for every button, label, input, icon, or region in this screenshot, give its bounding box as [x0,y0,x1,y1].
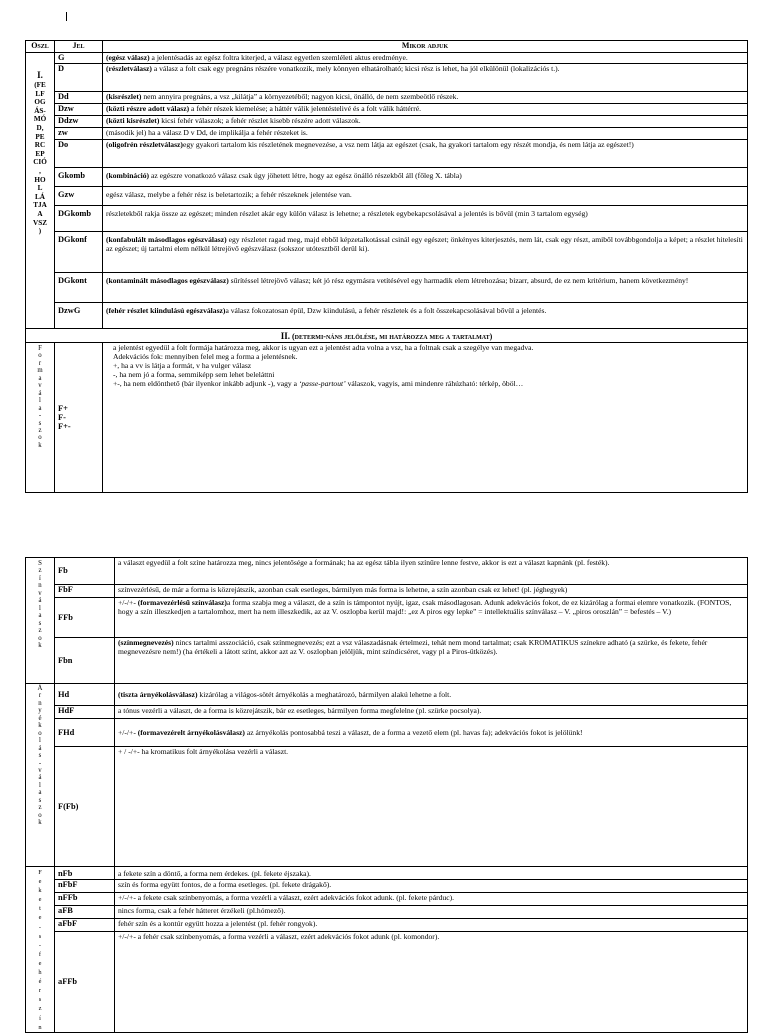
table-row [26,706,748,719]
table-row [26,638,748,684]
arny-label: Á r n y é k o l á s - v á l a s z o k [26,684,55,867]
code-cell: nFFb [55,893,115,906]
table-row [26,53,748,64]
code-cell: HdF [55,706,115,719]
code-cell: DGkont [55,273,103,303]
table-row [26,893,748,906]
code-cell: Fb [55,558,115,585]
desc-cell: (kisrészlet) nem annyira pregnáns, a vsz „kilátja” a környezetéből; nagyon kicsi, önálló, de nem szembeötlő részek. [103,92,748,104]
desc-cell: (közti kisrészlet) kicsi fehér válaszok; a fehér részlet kisebb részére adott válaszok. [103,116,748,128]
code-cell: F+ F- F+- [55,343,103,493]
desc-cell: (színmegnevezés) nincs tartalmi asszociáció, csak színmegnevezés; ezt a vsz válaszadásnak értelmezi, tehát nem mond tartalmat; csak KROMATIKUS színekre adható (a szürke, és fekete, fehér megnevezésre nem!) (ha értékeli a látott színt, akkor azt az V. oszlopban jelöljük, mint színdicséret, vagy pl a Piros-ütközés). [115,638,748,684]
table-row [26,747,748,867]
desc-cell: (konfabulált másodlagos egészválasz) egy részletet ragad meg, majd ebből képzetalkotással csinál egy egészet; önkényes kiterjesztés, nem lát, csak egy részt, amiből továbbgondolja a képet; a részlet hitelesíti az egészet; új tartalmi elem nélkül létrejövő egészválasz (sokszor utótesztből derül ki). [103,232,748,273]
section1-label: I. (FE LF OG ÁS- MÓ D, PE RC EP CIÓ , HO L LÁ TJA A VSZ ) [26,53,55,329]
code-cell: F(Fb) [55,747,115,867]
code-cell: aFB [55,906,115,919]
code-cell: D [55,64,103,92]
code-cell: Hd [55,684,115,706]
table-row [26,719,748,747]
desc-cell: szín és forma együtt fontos, de a forma esetleges. (pl. fekete drágakő). [115,880,748,893]
code-cell: DzwG [55,303,103,329]
code-cell: nFb [55,867,115,880]
desc-cell: (fehér részlet kiindulású egészválasz)a válasz fokozatosan épül, Dzw kiindulású, a fehér részletek és a folt összekapcsolásával bővül a jelentés. [103,303,748,329]
code-cell: Do [55,140,103,168]
code-cell: G [55,53,103,64]
desc-cell: egész válasz, melybe a fehér rész is beletartozik; a fehér részeknek jelentése van. [103,187,748,206]
desc-cell: (tiszta árnyékolásválasz) kizárólag a világos-sötét árnyékolás a meghatározó, bármilyen alakú lehetne a folt. [115,684,748,706]
desc-cell: (kombináció) az egészre vonatkozó válasz csak úgy jöhetett létre, hogy az egész önálló részekből áll (főleg X. tábla) [103,168,748,187]
table-row [26,867,748,880]
table-row [26,906,748,919]
code-cell: FHd [55,719,115,747]
code-cell: aFFb [55,932,115,1032]
table-row [26,558,748,585]
code-cell: DGkomb [55,206,103,232]
desc-cell: +/-/+- (formavezérlésű színválasz)a forma szabja meg a választ, de a szín is támpontot nyújt, igaz, csak másodlagosan. Adunk adekvációs fokot, de ez kizárólag a formai elemre vonatkozik. (FONTOS, hogy a szín illeszkedjen a tartalomhoz, mert ha nem illeszkedik, az az V. oszlopba kerül majd!: „ez A piros egy lepke” = intellektuális színválasz – V. „piros oroszlán” = befestés – V.) [115,598,748,638]
desc-cell: részletekből rakja össze az egészet; minden részlet akár egy külön válasz is lehetne; a részletek egybekapcsolásával a jelentés is bővül (min 3 tartalom egység) [103,206,748,232]
section2-title: II. (determi-náns jelölése, mi határozza meg a tartalmat) [26,329,748,343]
table-row [26,92,748,104]
desc-cell: +/-/+- (formavezérelt árnyékolásválasz) az árnyékolás pontosabbá teszi a választ, de a forma a vezető elem (pl. havas fa); adekvációs fokot is jelölünk! [115,719,748,747]
table-row [26,116,748,128]
header-oszl: Oszl [26,41,55,53]
fekete-label: F e k e t e - s - f e h é r s z í n [26,867,55,1033]
code-cell: Dd [55,92,103,104]
table-row [26,585,748,598]
code-cell: FbF [55,585,115,598]
table-row [26,187,748,206]
desc-cell: a jelentést egyedül a folt formája határozza meg, akkor is ugyan ezt a jelentést adta volna a vsz, ha a foltnak csak a szegélye van megadva. Adekvációs fok: mennyiben felel meg a forma a jelentésnek. +, ha a vv is látja a formát, v ha vulger válasz -, ha nem jó a forma, semmiképp sem lehet beleláttni +-, ha nem eldönthető (bár ilyenkor inkább adjunk -), vagy a ‘passe-partout’ válaszok, vagyis, ami mindenre ráhúzható: térkép, öböl… [103,343,748,493]
code-cell: Ddzw [55,116,103,128]
header-row [26,41,748,53]
code-cell: Gzw [55,187,103,206]
header-mikor: Mikor adjuk [103,41,748,53]
section2-title-row [26,329,748,343]
code-cell: Fbn [55,638,115,684]
desc-cell: +/-/+- a fehér csak színbenyomás, a forma vezérli a választ, ezért adekvációs fokot adunk (pl. komondor). [115,932,748,1032]
szin-label: S z í n v á l a s z o k [26,558,55,684]
table-row [26,273,748,303]
table-row [26,684,748,706]
desc-cell: a tónus vezérli a választ, de a forma is közrejátszik, bár ez esetleges, bármilyen forma megfelelne (pl. szürke pocsolya). [115,706,748,719]
table-row [26,303,748,329]
table-row [26,919,748,932]
desc-cell: +/-/+- a fekete csak színbenyomás, a forma vezérli a választ, ezért adekvációs fokot adunk. (pl. fekete párduc). [115,893,748,906]
desc-cell: (közti részre adott válasz) a fehér részek kiemelése; a háttér válik jelentéstelivé és a folt válik háttérré. [103,104,748,116]
desc-cell: (oligofrén részletválasz)egy gyakori tartalom kis részletének megnevezése, a vsz nem látja az egészet (csak, ha gyakori tartalom egy részét mondja, és nem látja az egészet!) [103,140,748,168]
section2-label: F o r m a v á l a - s z o k [26,343,55,493]
desc-cell: + / -/+- ha kromatikus folt árnyékolása vezérli a választ. [115,747,748,867]
table-row [26,598,748,638]
desc-cell: színvezérlésű, de már a forma is közrejátszik, azonban csak esetleges, bármilyen más forma is lehetne, a szín azonban csak ez lehet! (pl. jéghegyek) [115,585,748,598]
header-jel: Jel [55,41,103,53]
desc-cell: (részletválasz) a válasz a folt csak egy pregnáns részére vonatkozik, mely könnyen elhatárolható; kicsi rész is lehet, ha jól elkülönül (lokalizációs t.). [103,64,748,92]
desc-cell: (második jel) ha a válasz D v Dd, de implikálja a fehér részeket is. [103,128,748,140]
code-cell: DGkonf [55,232,103,273]
code-cell: Dzw [55,104,103,116]
desc-cell: a fekete szín a döntő, a forma nem érdekes. (pl. fekete éjszaka). [115,867,748,880]
table-row [26,232,748,273]
code-cell: FFb [55,598,115,638]
page-marker [66,12,67,21]
table-localization [25,40,748,493]
table-row [26,168,748,187]
table-row [26,880,748,893]
table-row [26,932,748,1032]
code-cell: Gkomb [55,168,103,187]
table-row [26,343,748,493]
desc-cell: nincs forma, csak a fehér hátteret érzékeli (pl.hómező). [115,906,748,919]
code-cell: nFbF [55,880,115,893]
desc-cell: (kontaminált másodlagos egészválasz) sűrítéssel létrejövő válasz; két jó rész egymásra vetítésével egy harmadik elem létrehozása; bizarr, absurd, de ez nem kritérium, hanem következmény! [103,273,748,303]
table-row [26,140,748,168]
code-cell: aFbF [55,919,115,932]
table-determinants [25,557,748,1033]
desc-cell: (egész válasz) a jelentésadás az egész foltra kiterjed, a válasz egyetlen szemléleti aktus eredménye. [103,53,748,64]
code-cell: zw [55,128,103,140]
table-row [26,104,748,116]
table-row [26,64,748,92]
desc-cell: a választ egyedül a folt színe határozza meg, nincs jelentősége a formának; ha az egész tábla ilyen színűre lenne festve, akkor is ezt a választ kapnánk (pl. festék). [115,558,748,585]
desc-cell: fehér szín és a kontúr együtt hozza a jelentést (pl. fehér rongyok). [115,919,748,932]
table-row [26,206,748,232]
table-row [26,128,748,140]
